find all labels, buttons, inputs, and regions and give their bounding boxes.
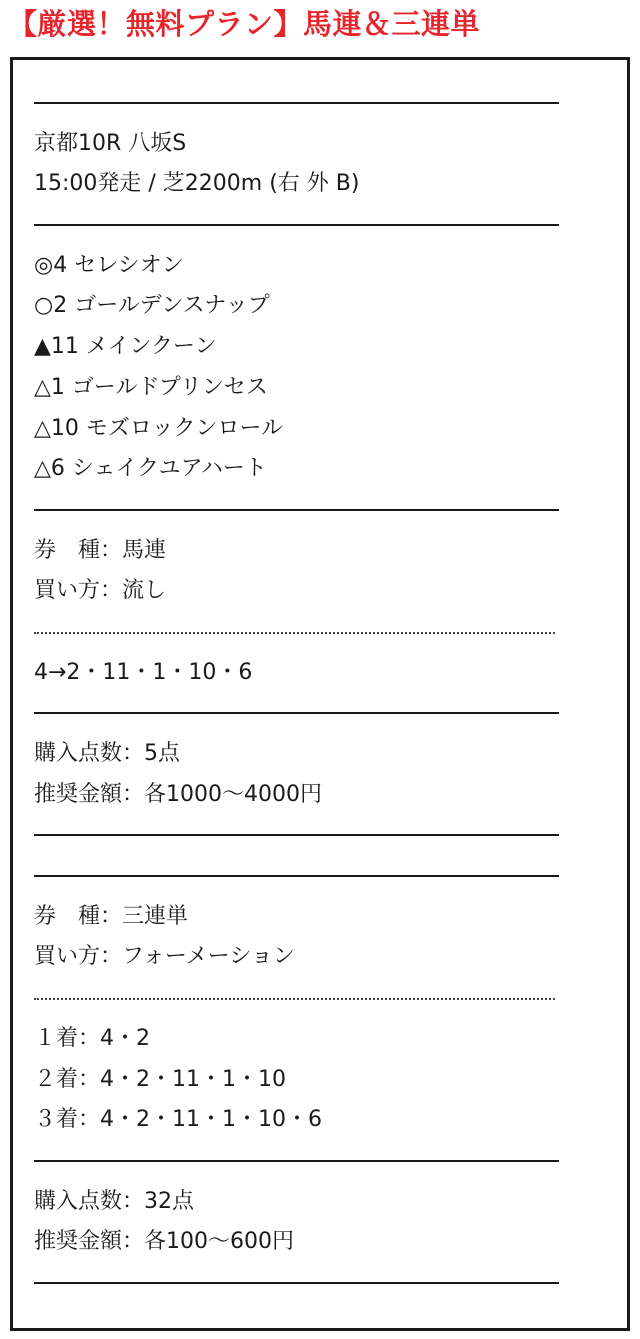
umaren-points: 購入点数：5点 bbox=[34, 741, 180, 766]
dotted-divider bbox=[34, 978, 559, 1019]
divider bbox=[34, 83, 559, 124]
renshita-mark: △ bbox=[34, 415, 51, 441]
divider bbox=[34, 205, 559, 246]
sanrentan-ticket-type: 券 種：三連単 bbox=[34, 903, 189, 929]
sanrentan-method: 買い方：フォーメーション bbox=[34, 944, 295, 970]
pick-renshita bbox=[34, 449, 559, 490]
pick-taikou bbox=[34, 286, 559, 327]
umaren-ticket-type: 券 種：馬連 bbox=[34, 537, 167, 563]
divider bbox=[34, 815, 559, 856]
umaren-method: 買い方：流し bbox=[34, 578, 167, 604]
tanana-mark: ▲ bbox=[34, 334, 51, 360]
honmei-mark: ◎ bbox=[34, 252, 54, 278]
dotted-divider bbox=[34, 612, 559, 653]
prediction-content bbox=[34, 83, 559, 1304]
prediction-card bbox=[10, 57, 630, 1331]
taikou-mark: ○ bbox=[34, 293, 54, 319]
renshita-mark: △ bbox=[34, 456, 51, 482]
umaren-combo: 4→2・11・1・10・6 bbox=[34, 659, 253, 685]
divider bbox=[34, 856, 559, 897]
divider bbox=[34, 1141, 559, 1182]
sanrentan-second: ２着：4・2・11・1・10 bbox=[34, 1066, 286, 1092]
pick-tanana bbox=[34, 327, 559, 368]
sanrentan-third: ３着：4・2・11・1・10・6 bbox=[34, 1107, 322, 1133]
pick-renshita bbox=[34, 409, 559, 450]
umaren-amount: 推奨金額：各1000〜4000円 bbox=[34, 781, 322, 807]
pick-text: 1 ゴールドプリンセス bbox=[50, 374, 268, 400]
page-title: 【厳選！無料プラン】馬連＆三連単 bbox=[8, 7, 481, 41]
pick-text: 2 ゴールデンスナップ bbox=[53, 293, 270, 319]
sanrentan-amount: 推奨金額：各100〜600円 bbox=[34, 1229, 294, 1255]
divider bbox=[34, 1263, 559, 1304]
pick-renshita bbox=[34, 368, 559, 409]
race-name: 京都10R 八坂S bbox=[34, 130, 187, 156]
pick-text: 10 モズロックンロール bbox=[50, 415, 284, 441]
sanrentan-first: １着：4・2 bbox=[34, 1025, 150, 1051]
divider bbox=[34, 693, 559, 734]
pick-text: 4 セレシオン bbox=[53, 252, 184, 278]
sanrentan-points: 購入点数：32点 bbox=[34, 1188, 194, 1214]
divider bbox=[34, 490, 559, 531]
renshita-mark: △ bbox=[34, 374, 51, 400]
pick-text: 6 シェイクユアハート bbox=[50, 456, 267, 482]
pick-honmei bbox=[34, 246, 559, 287]
race-info: 15:00発走 / 芝2200m (右 外 B) bbox=[34, 171, 360, 197]
pick-text: 11 メインクーン bbox=[50, 334, 217, 360]
